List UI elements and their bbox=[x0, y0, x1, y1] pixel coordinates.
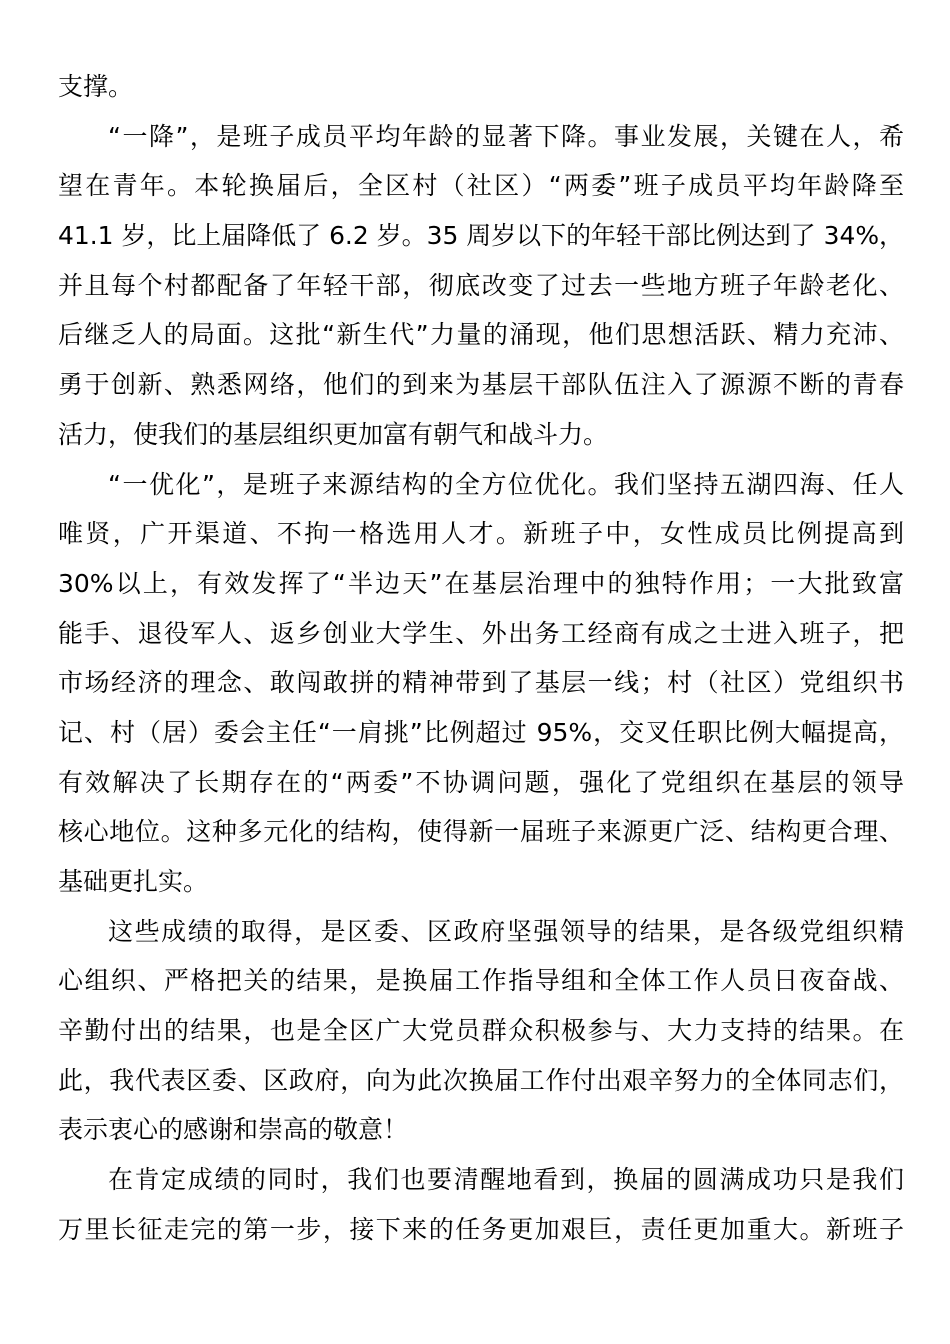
text-line: 辛勤付出的结果，也是全区广大党员群众积极参与、大力支持的结果。在 bbox=[58, 1016, 904, 1046]
text-line: 在肯定成绩的同时，我们也要清醒地看到，换届的圆满成功只是我们 bbox=[108, 1165, 904, 1195]
text-line: 市场经济的理念、敢闯敢拼的精神带到了基层一线；村（社区）党组织书 bbox=[58, 668, 904, 698]
text-line: 记、村（居）委会主任“一肩挑”比例超过 95%，交叉任职比例大幅提高， bbox=[58, 717, 904, 747]
text-line: 核心地位。这种多元化的结构，使得新一届班子来源更广泛、结构更合理、 bbox=[58, 817, 904, 847]
text-line: 勇于创新、熟悉网络，他们的到来为基层干部队伍注入了源源不断的青春 bbox=[58, 370, 904, 400]
text-line: 有效解决了长期存在的“两委”不协调问题，强化了党组织在基层的领导 bbox=[58, 767, 904, 797]
text-line: 此，我代表区委、区政府，向为此次换届工作付出艰辛努力的全体同志们， bbox=[58, 1065, 904, 1095]
text-line: 这些成绩的取得，是区委、区政府坚强领导的结果，是各级党组织精 bbox=[108, 916, 904, 946]
text-line: 基础更扎实。 bbox=[58, 867, 209, 896]
text-line: 心组织、严格把关的结果，是换届工作指导组和全体工作人员日夜奋战、 bbox=[58, 966, 904, 996]
text-line: 表示衷心的感谢和崇高的敬意！ bbox=[58, 1115, 409, 1145]
text-line: 望在青年。本轮换届后，全区村（社区）“两委”班子成员平均年龄降至 bbox=[58, 171, 904, 201]
text-line: 30%以上，有效发挥了“半边天”在基层治理中的独特作用；一大批致富 bbox=[58, 568, 904, 598]
text-line: 万里长征走完的第一步，接下来的任务更加艰巨，责任更加重大。新班子 bbox=[58, 1214, 904, 1244]
text-line: 支撑。 bbox=[58, 72, 134, 101]
text-line: “一降”，是班子成员平均年龄的显著下降。事业发展，关键在人，希 bbox=[108, 121, 904, 151]
document-body bbox=[58, 62, 904, 1255]
text-line: 并且每个村都配备了年轻干部，彻底改变了过去一些地方班子年龄老化、 bbox=[58, 270, 904, 300]
text-line: 41.1 岁，比上届降低了 6.2 岁。35 周岁以下的年轻干部比例达到了 34%， bbox=[58, 221, 904, 251]
text-line: 能手、退役军人、返乡创业大学生、外出务工经商有成之士进入班子，把 bbox=[58, 618, 904, 648]
text-line: “一优化”，是班子来源结构的全方位优化。我们坚持五湖四海、任人 bbox=[108, 469, 904, 499]
text-line: 活力，使我们的基层组织更加富有朝气和战斗力。 bbox=[58, 419, 609, 449]
text-line: 唯贤，广开渠道、不拘一格选用人才。新班子中，女性成员比例提高到 bbox=[58, 519, 904, 549]
text-line: 后继乏人的局面。这批“新生代”力量的涌现，他们思想活跃、精力充沛、 bbox=[58, 320, 904, 350]
